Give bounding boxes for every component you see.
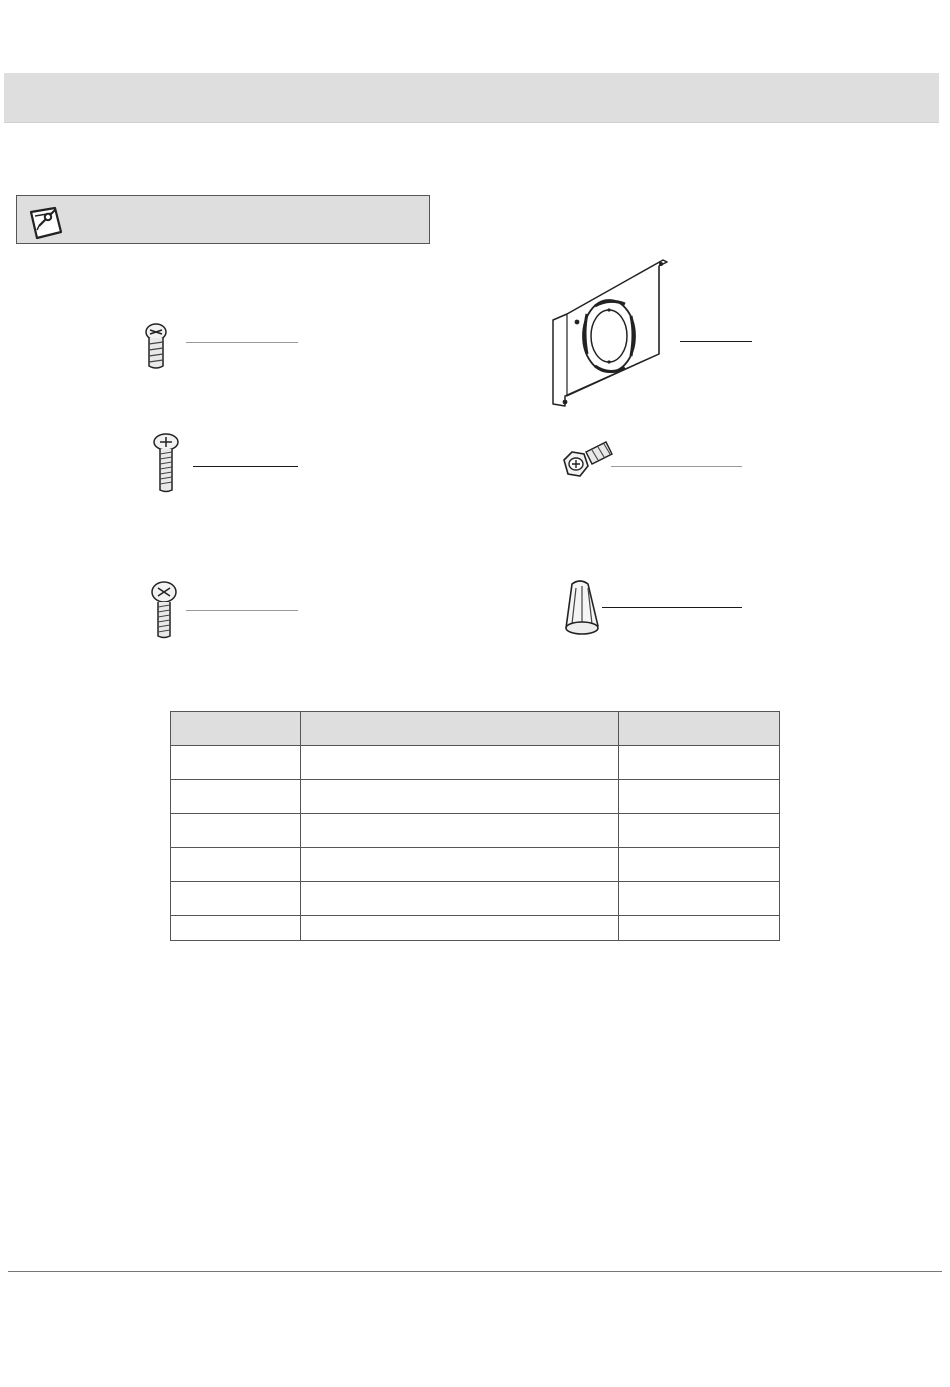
table-cell xyxy=(619,848,780,882)
note-pin-icon xyxy=(25,202,69,242)
table-cell xyxy=(301,780,619,814)
wire-connector-icon xyxy=(558,578,604,638)
table-header-row xyxy=(171,712,780,746)
wire-connector-leader xyxy=(602,607,742,608)
table-cell xyxy=(619,814,780,848)
table-cell xyxy=(171,746,301,780)
table-cell xyxy=(301,882,619,916)
table-header-cell xyxy=(301,712,619,746)
table-cell xyxy=(301,848,619,882)
table-cell xyxy=(171,814,301,848)
table-cell xyxy=(619,780,780,814)
parts-table xyxy=(170,711,780,941)
medium-screw-leader xyxy=(186,610,298,611)
table-header-cell xyxy=(171,712,301,746)
table-cell xyxy=(619,882,780,916)
table-cell xyxy=(171,848,301,882)
table-row xyxy=(171,746,780,780)
table-cell xyxy=(301,814,619,848)
medium-screw-icon xyxy=(144,580,184,640)
section-header-bar xyxy=(4,73,939,123)
long-screw-leader xyxy=(193,466,298,467)
note-box xyxy=(16,195,430,244)
hex-screw-icon xyxy=(558,438,618,484)
table-cell xyxy=(301,916,619,941)
table-cell xyxy=(301,746,619,780)
footer-rule xyxy=(8,1271,942,1272)
table-cell xyxy=(619,916,780,941)
hex-screw-leader xyxy=(611,466,742,467)
table-row xyxy=(171,848,780,882)
table-row xyxy=(171,916,780,941)
table-cell xyxy=(171,780,301,814)
table-row xyxy=(171,814,780,848)
mounting-plate-leader xyxy=(680,341,752,342)
table-row xyxy=(171,882,780,916)
short-screw-icon xyxy=(136,322,176,372)
table-cell xyxy=(171,916,301,941)
table-cell xyxy=(619,746,780,780)
mounting-plate-icon xyxy=(547,258,672,410)
table-cell xyxy=(171,882,301,916)
long-screw-icon xyxy=(146,432,186,494)
table-row xyxy=(171,780,780,814)
short-screw-leader xyxy=(186,342,298,343)
table-header-cell xyxy=(619,712,780,746)
